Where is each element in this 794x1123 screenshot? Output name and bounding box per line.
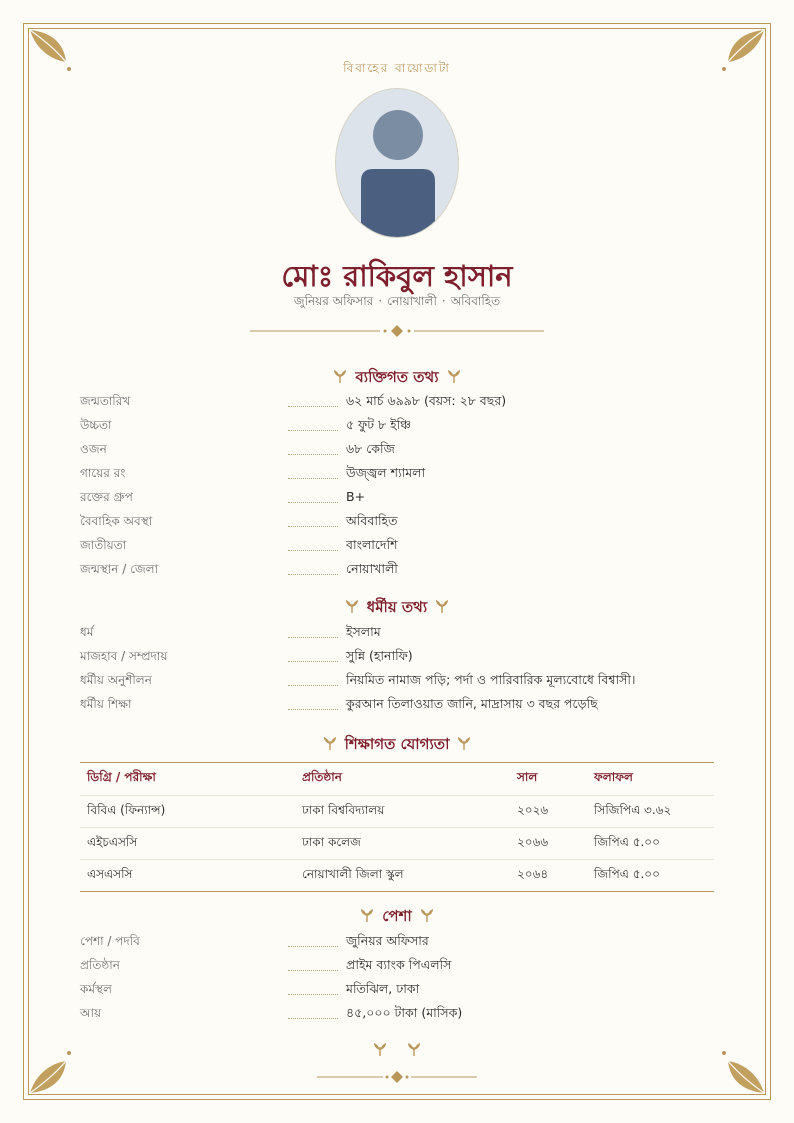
column-header-degree: ডিগ্রি / পরীক্ষা bbox=[80, 763, 295, 796]
sprig-icon bbox=[323, 736, 337, 750]
candidate-name: মোঃ রাকিবুল হাসান bbox=[281, 259, 513, 293]
info-row-nationality bbox=[80, 537, 714, 561]
dotted-leader bbox=[288, 637, 338, 638]
dotted-leader bbox=[288, 406, 338, 407]
dotted-leader bbox=[288, 550, 338, 551]
table-header-row bbox=[80, 763, 714, 796]
education-table bbox=[80, 762, 714, 892]
info-row-religion bbox=[80, 624, 714, 648]
table-cell: ঢাকা কলেজ bbox=[295, 828, 510, 860]
info-value: ৬৮ কেজি bbox=[346, 441, 395, 456]
table-cell: ২০২৬ bbox=[510, 796, 587, 828]
info-label: আয় bbox=[80, 1006, 102, 1020]
corner-dot bbox=[67, 1051, 71, 1055]
info-row-designation bbox=[80, 933, 714, 957]
info-label: ধর্মীয় শিক্ষা bbox=[80, 697, 132, 711]
info-row-marital-status bbox=[80, 513, 714, 537]
column-header-year: সাল bbox=[510, 763, 587, 796]
table-row bbox=[80, 796, 714, 828]
section-title-text: শিক্ষাগত যোগ্যতা bbox=[344, 735, 450, 753]
info-row-organization bbox=[80, 957, 714, 981]
dotted-leader bbox=[288, 661, 338, 662]
info-value: বাংলাদেশি bbox=[346, 537, 398, 552]
info-label: ধর্মীয় অনুশীলন bbox=[80, 673, 152, 687]
sprig-icon bbox=[420, 908, 434, 922]
info-value: অবিবাহিত bbox=[346, 513, 398, 528]
sprig-icon bbox=[360, 908, 374, 922]
dotted-leader bbox=[288, 574, 338, 575]
dotted-leader bbox=[288, 478, 338, 479]
info-value: B+ bbox=[346, 489, 366, 504]
column-header-result: ফলাফল bbox=[587, 763, 714, 796]
info-value: প্রাইম ব্যাংক পিএলসি bbox=[346, 957, 452, 972]
info-row-madhab bbox=[80, 648, 714, 672]
table-cell: ঢাকা বিশ্ববিদ্যালয় bbox=[295, 796, 510, 828]
table-cell: বিবিএ (ফিন্যান্স) bbox=[80, 796, 295, 828]
info-value: জুনিয়র অফিসার bbox=[346, 933, 429, 948]
table-cell: জিপিএ ৫.০০ bbox=[594, 866, 660, 881]
info-label: উচ্চতা bbox=[80, 418, 112, 432]
section-title-religious bbox=[0, 596, 794, 621]
info-row-weight bbox=[80, 441, 714, 465]
info-label: জন্মস্থান / জেলা bbox=[80, 562, 159, 576]
info-label: মাজহাব / সম্প্রদায় bbox=[80, 649, 168, 663]
info-label: কর্মস্থল bbox=[80, 982, 112, 996]
corner-dot bbox=[722, 1051, 726, 1055]
info-label: রক্তের গ্রুপ bbox=[80, 490, 133, 504]
info-row-income bbox=[80, 1005, 714, 1029]
info-value: নোয়াখালী bbox=[346, 561, 398, 576]
sprig-icon bbox=[345, 599, 359, 613]
section-title-text: ধর্মীয় তথ্য bbox=[366, 598, 428, 616]
info-row-dob bbox=[80, 393, 714, 417]
section-title-education bbox=[0, 733, 794, 758]
table-cell: নোয়াখালী জিলা স্কুল bbox=[302, 866, 404, 881]
info-value: ৬২ মার্চ ৬৯৯৮ (বয়স: ২৮ বছর) bbox=[346, 393, 507, 408]
info-value: উজ্জ্বল শ্যামলা bbox=[346, 465, 426, 480]
dotted-leader bbox=[288, 430, 338, 431]
dotted-leader bbox=[288, 685, 338, 686]
religious-info-list bbox=[80, 624, 714, 720]
info-label: গায়ের রং bbox=[80, 466, 126, 480]
avatar-placeholder-icon bbox=[335, 88, 459, 238]
info-label: ওজন bbox=[80, 442, 107, 456]
dotted-leader bbox=[288, 994, 338, 995]
info-label: জাতীয়তা bbox=[80, 538, 127, 552]
document-title: বিবাহের বায়োডাটা bbox=[343, 61, 451, 75]
table-row bbox=[80, 860, 714, 892]
ornament-divider bbox=[250, 325, 544, 337]
dotted-leader bbox=[288, 454, 338, 455]
summary-marital-status: অবিবাহিত bbox=[450, 294, 501, 308]
dotted-leader bbox=[288, 709, 338, 710]
personal-info-list bbox=[80, 393, 714, 585]
table-cell: এসএসসি bbox=[87, 866, 133, 881]
table-cell: ২০৬৬ bbox=[510, 828, 587, 860]
info-value: নিয়মিত নামাজ পড়ি; পর্দা ও পারিবারিক মূল্যবোধে বিশ্বাসী। bbox=[346, 672, 636, 687]
section-title-text: ব্যক্তিগত তথ্য bbox=[355, 368, 439, 386]
separator-dot: · bbox=[378, 294, 383, 308]
separator-dot: · bbox=[441, 294, 446, 308]
info-value: কুরআন তিলাওয়াত জানি, মাদ্রাসায় ৩ বছর পড়েছি bbox=[346, 696, 598, 711]
sprig-icon bbox=[457, 736, 471, 750]
dotted-leader bbox=[288, 502, 338, 503]
info-label: ধর্ম bbox=[80, 625, 94, 639]
info-value: ইসলাম bbox=[346, 624, 381, 639]
ornament-divider bbox=[317, 1071, 477, 1083]
info-row-birthplace bbox=[80, 561, 714, 585]
info-label: জন্মতারিখ bbox=[80, 394, 131, 408]
info-label: পেশা / পদবি bbox=[80, 934, 140, 948]
sprig-icon bbox=[435, 599, 449, 613]
footer-sprig-icon bbox=[373, 1042, 421, 1056]
dotted-leader bbox=[288, 946, 338, 947]
table-cell: ২০৬৪ bbox=[517, 866, 549, 881]
dotted-leader bbox=[288, 526, 338, 527]
section-title-personal bbox=[0, 366, 794, 391]
corner-leaf-icon bbox=[722, 1051, 766, 1095]
sprig-icon bbox=[447, 369, 461, 383]
info-row-complexion bbox=[80, 465, 714, 489]
candidate-summary bbox=[0, 293, 794, 313]
info-value: ৪৫,০০০ টাকা (মাসিক) bbox=[346, 1005, 463, 1020]
table-cell: এইচএসসি bbox=[80, 828, 295, 860]
info-row-religious-education bbox=[80, 696, 714, 720]
info-value: ৫ ফুট ৮ ইঞ্চি bbox=[346, 417, 412, 432]
table-cell: জিপিএ ৫.০০ bbox=[587, 828, 714, 860]
column-header-institution: প্রতিষ্ঠান bbox=[295, 763, 510, 796]
info-row-height bbox=[80, 417, 714, 441]
sprig-icon bbox=[333, 369, 347, 383]
section-title-profession bbox=[0, 905, 794, 930]
section-title-text: পেশা bbox=[382, 907, 412, 925]
info-label: বৈবাহিক অবস্থা bbox=[80, 514, 153, 528]
table-cell: সিজিপিএ ৩.৬২ bbox=[587, 796, 714, 828]
dotted-leader bbox=[288, 1018, 338, 1019]
dotted-leader bbox=[288, 970, 338, 971]
info-row-practice bbox=[80, 672, 714, 696]
info-value: মতিঝিল, ঢাকা bbox=[346, 981, 420, 996]
profession-info-list bbox=[80, 933, 714, 1029]
summary-district: নোয়াখালী bbox=[387, 294, 437, 308]
info-row-blood-group bbox=[80, 489, 714, 513]
info-row-workplace bbox=[80, 981, 714, 1005]
table-row bbox=[80, 828, 714, 860]
info-label: প্রতিষ্ঠান bbox=[80, 958, 120, 972]
summary-occupation: জুনিয়র অফিসার bbox=[293, 294, 374, 308]
info-value: সুন্নি (হানাফি) bbox=[346, 648, 413, 663]
corner-leaf-icon bbox=[28, 1051, 72, 1095]
